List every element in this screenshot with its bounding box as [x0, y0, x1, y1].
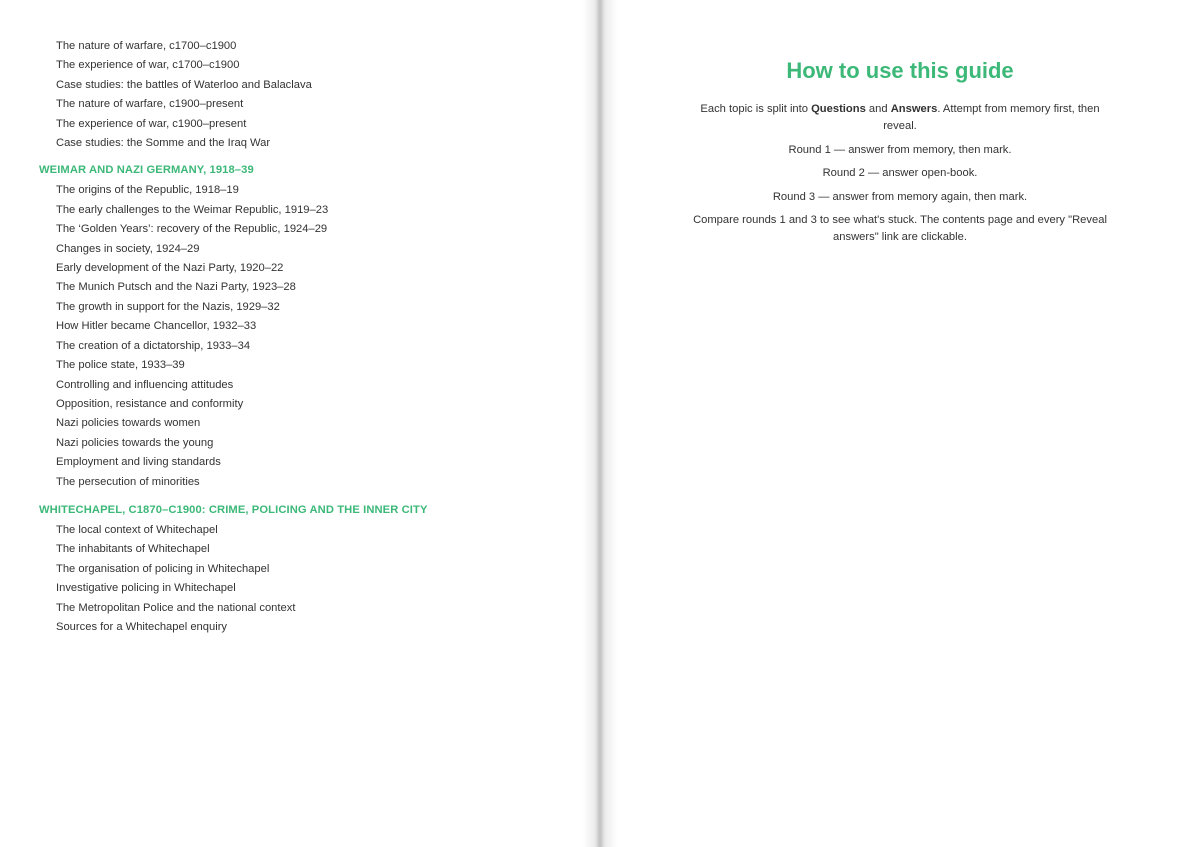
intro-text: Each topic is split into	[700, 103, 812, 115]
toc-entry[interactable]: The nature of warfare, c1700–c1900	[56, 40, 237, 52]
toc-entry[interactable]: The growth in support for the Nazis, 1929–32	[56, 300, 280, 313]
compare-instruction: Compare rounds 1 and 3 to see what's stuck. The contents page and every "Reveal answers" link are clickable.	[693, 214, 1107, 243]
toc-entry[interactable]: Case studies: the Somme and the Iraq War	[56, 137, 271, 150]
toc-entry[interactable]: The origins of the Republic, 1918–19	[56, 184, 239, 197]
questions-term: Questions	[811, 103, 866, 115]
toc-group-warfare	[0, 37, 580, 153]
toc-entry[interactable]: Nazi policies towards the young	[56, 436, 214, 449]
toc-entry[interactable]: The police state, 1933–39	[56, 359, 185, 372]
round-1-instruction: Round 1 — answer from memory, then mark.	[788, 143, 1012, 156]
round-2-instruction: Round 2 — answer open-book.	[822, 167, 978, 179]
page-title: How to use this guide	[786, 58, 1014, 83]
toc-entry[interactable]: The inhabitants of Whitechapel	[56, 543, 210, 556]
toc-entry[interactable]: Sources for a Whitechapel enquiry	[56, 620, 228, 633]
toc-entry[interactable]: The persecution of minorities	[56, 475, 200, 488]
toc-group-weimar	[0, 181, 580, 492]
answers-term: Answers	[890, 103, 938, 115]
section-heading-whitechapel: WHITECHAPEL, C1870–C1900: CRIME, POLICING AND THE INNER CITY	[39, 503, 428, 516]
intro-text: and	[865, 103, 891, 115]
toc-entry[interactable]: The ‘Golden Years’: recovery of the Republic, 1924–29	[56, 223, 328, 236]
toc-entry[interactable]: The experience of war, c1700–c1900	[56, 59, 240, 72]
toc-group-whitechapel	[0, 521, 580, 637]
toc-entry[interactable]: The Metropolitan Police and the national context	[56, 601, 296, 614]
round-3-instruction: Round 3 — answer from memory again, then mark.	[772, 190, 1028, 203]
toc-entry[interactable]: Opposition, resistance and conformity	[56, 397, 244, 410]
toc-entry[interactable]: The local context of Whitechapel	[56, 523, 218, 536]
toc-entry[interactable]: Employment and living standards	[56, 456, 221, 469]
intro-paragraph	[690, 101, 1110, 135]
toc-entry[interactable]: Controlling and influencing attitudes	[56, 378, 234, 391]
toc-entry[interactable]: How Hitler became Chancellor, 1932–33	[56, 320, 257, 333]
toc-entry[interactable]: Nazi policies towards women	[56, 417, 201, 430]
toc-entry[interactable]: The early challenges to the Weimar Republic, 1919–23	[56, 203, 329, 216]
toc-entry[interactable]: Case studies: the battles of Waterloo and Balaclava	[56, 78, 312, 91]
toc-entry[interactable]: Investigative policing in Whitechapel	[56, 582, 236, 595]
section-heading-weimar: WEIMAR AND NAZI GERMANY, 1918–39	[39, 164, 254, 177]
guide-instructions	[690, 101, 1110, 253]
toc-entry[interactable]: The creation of a dictatorship, 1933–34	[56, 339, 251, 352]
intro-text: . Attempt from memory first, then reveal.	[883, 103, 1100, 132]
toc-entry[interactable]: Early development of the Nazi Party, 1920–22	[56, 262, 284, 275]
toc-entry[interactable]: The experience of war, c1900–present	[56, 117, 247, 130]
right-page	[600, 0, 1200, 847]
toc-entry[interactable]: Changes in society, 1924–29	[56, 242, 200, 255]
toc-entry[interactable]: The organisation of policing in Whitechapel	[56, 562, 270, 575]
toc-entry[interactable]: The nature of warfare, c1900–present	[56, 98, 244, 111]
table-of-contents	[0, 37, 580, 637]
toc-entry[interactable]: The Munich Putsch and the Nazi Party, 1923–28	[56, 281, 296, 294]
